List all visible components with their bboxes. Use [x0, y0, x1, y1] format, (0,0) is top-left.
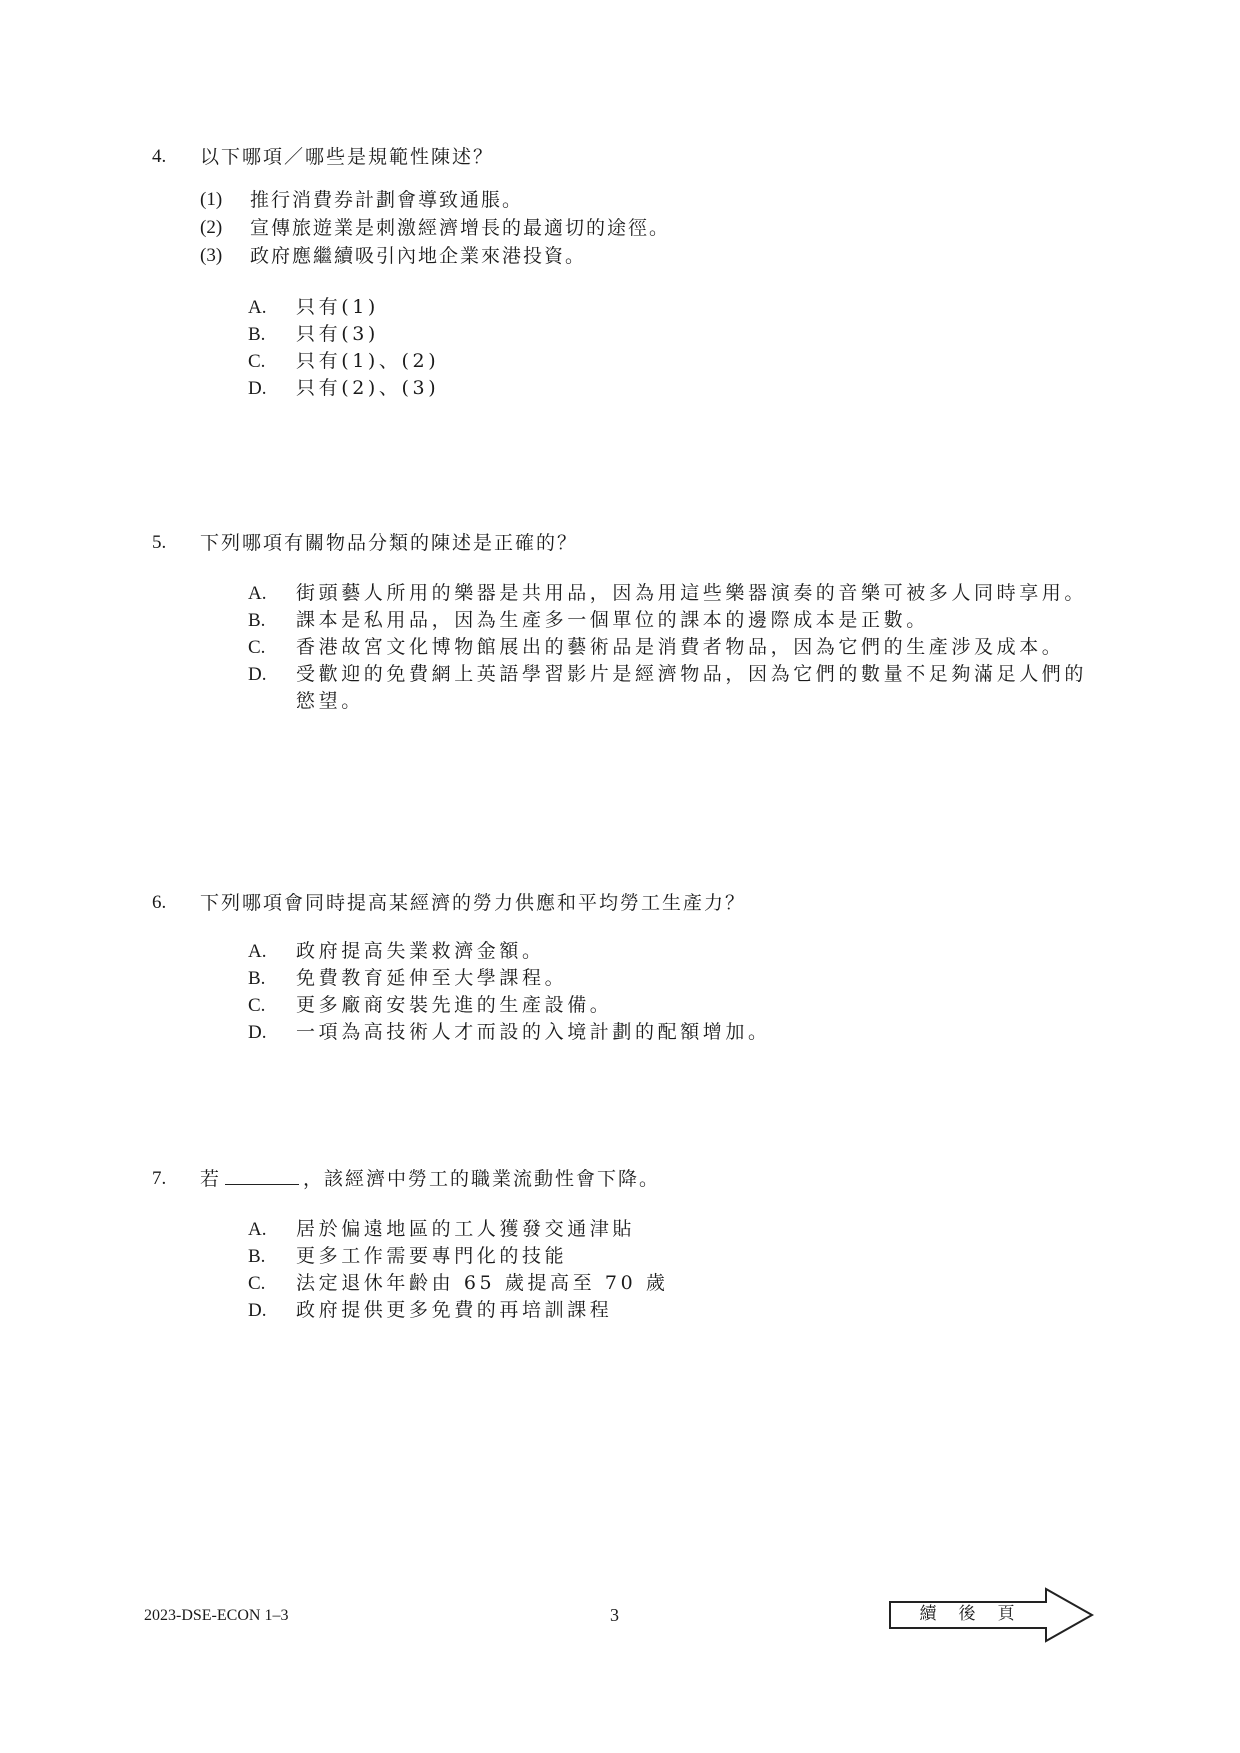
statement-item — [0, 186, 1240, 214]
option-c[interactable] — [0, 1270, 1240, 1297]
option-a[interactable] — [0, 1216, 1240, 1243]
option-b[interactable] — [0, 965, 1240, 992]
question-stem: 以下哪項／哪些是規範性陳述？ — [200, 146, 495, 168]
question-7 — [0, 1164, 1240, 1324]
option-text: 政府提供更多免費的再培訓課程 — [296, 1299, 613, 1321]
option-text: 只有(1) — [296, 296, 379, 318]
statement-text: 推行消費券計劃會導致通脹。 — [250, 189, 524, 211]
option-text: 街頭藝人所用的樂器是共用品，因為用這些樂器演奏的音樂可被多人同時享用。 — [296, 582, 1088, 604]
statement-item — [0, 242, 1240, 270]
question-4 — [0, 142, 1240, 402]
option-text: 受歡迎的免費網上英語學習影片是經濟物品，因為它們的數量不足夠滿足人們的慾望。 — [296, 663, 1088, 712]
continue-label: 續後頁 — [919, 1604, 1037, 1624]
statement-label: (3) — [200, 245, 223, 266]
question-stem: 下列哪項有關物品分類的陳述是正確的？ — [200, 532, 579, 554]
stem-suffix: ，該經濟中勞工的職業流動性會下降。 — [303, 1168, 661, 1190]
question-stem — [200, 1164, 660, 1194]
question-7-header — [0, 1164, 1240, 1194]
option-label: A. — [248, 583, 267, 604]
page-number: 3 — [610, 1605, 619, 1625]
option-list — [0, 1216, 1240, 1324]
option-text: 只有(1)、(2) — [296, 350, 440, 372]
question-5 — [0, 528, 1240, 715]
option-d[interactable] — [0, 661, 1240, 715]
option-label: B. — [248, 610, 266, 631]
option-text: 只有(3) — [296, 323, 379, 345]
option-label: D. — [248, 378, 267, 399]
statement-label: (2) — [200, 217, 223, 238]
option-text: 居於偏遠地區的工人獲發交通津貼 — [296, 1218, 636, 1240]
option-label: A. — [248, 1219, 267, 1240]
option-a[interactable] — [0, 580, 1240, 607]
question-number: 4. — [152, 146, 167, 167]
statement-list — [0, 186, 1240, 270]
option-label: C. — [248, 1273, 266, 1294]
option-d[interactable] — [0, 1297, 1240, 1324]
paper-code: 2023-DSE-ECON 1–3 — [144, 1607, 289, 1624]
option-label: C. — [248, 995, 266, 1016]
option-list — [0, 294, 1240, 402]
option-text: 更多廠商安裝先進的生產設備。 — [296, 994, 613, 1016]
option-text: 更多工作需要專門化的技能 — [296, 1245, 568, 1267]
option-text: 香港故宮文化博物館展出的藝術品是消費者物品，因為它們的生產涉及成本。 — [296, 636, 1065, 658]
option-text: 一項為高技術人才而設的入境計劃的配額增加。 — [296, 1021, 771, 1043]
option-text: 政府提高失業救濟金額。 — [296, 940, 545, 962]
option-a[interactable] — [0, 938, 1240, 965]
statement-text: 宣傳旅遊業是刺激經濟增長的最適切的途徑。 — [250, 217, 671, 239]
continue-arrow — [888, 1587, 1096, 1643]
option-text: 法定退休年齡由 65 歲提高至 70 歲 — [296, 1272, 669, 1294]
option-label: D. — [248, 664, 267, 685]
option-list — [0, 580, 1240, 715]
option-d[interactable] — [0, 375, 1240, 402]
option-b[interactable] — [0, 1243, 1240, 1270]
question-number: 5. — [152, 532, 167, 553]
option-label: A. — [248, 297, 267, 318]
option-label: B. — [248, 324, 266, 345]
option-label: A. — [248, 941, 267, 962]
question-number: 7. — [152, 1168, 167, 1189]
option-label: D. — [248, 1300, 267, 1321]
option-b[interactable] — [0, 321, 1240, 348]
option-label: B. — [248, 968, 266, 989]
option-b[interactable] — [0, 607, 1240, 634]
answer-blank — [225, 1166, 299, 1185]
question-4-header — [0, 142, 1240, 172]
statement-item — [0, 214, 1240, 242]
option-c[interactable] — [0, 634, 1240, 661]
question-5-header — [0, 528, 1240, 558]
statement-label: (1) — [200, 189, 223, 210]
option-text: 課本是私用品，因為生產多一個單位的課本的邊際成本是正數。 — [296, 609, 929, 631]
option-label: C. — [248, 637, 266, 658]
question-number: 6. — [152, 892, 167, 913]
option-list — [0, 938, 1240, 1046]
option-label: B. — [248, 1246, 266, 1267]
option-d[interactable] — [0, 1019, 1240, 1046]
question-6-header — [0, 888, 1240, 918]
question-6 — [0, 888, 1240, 1046]
option-text: 只有(2)、(3) — [296, 377, 440, 399]
option-text: 免費教育延伸至大學課程。 — [296, 967, 568, 989]
option-label: D. — [248, 1022, 267, 1043]
option-label: C. — [248, 351, 266, 372]
question-stem: 下列哪項會同時提高某經濟的勞力供應和平均勞工生產力？ — [200, 892, 747, 914]
stem-prefix: 若 — [200, 1168, 222, 1190]
option-c[interactable] — [0, 348, 1240, 375]
statement-text: 政府應繼續吸引內地企業來港投資。 — [250, 245, 587, 267]
option-a[interactable] — [0, 294, 1240, 321]
option-c[interactable] — [0, 992, 1240, 1019]
